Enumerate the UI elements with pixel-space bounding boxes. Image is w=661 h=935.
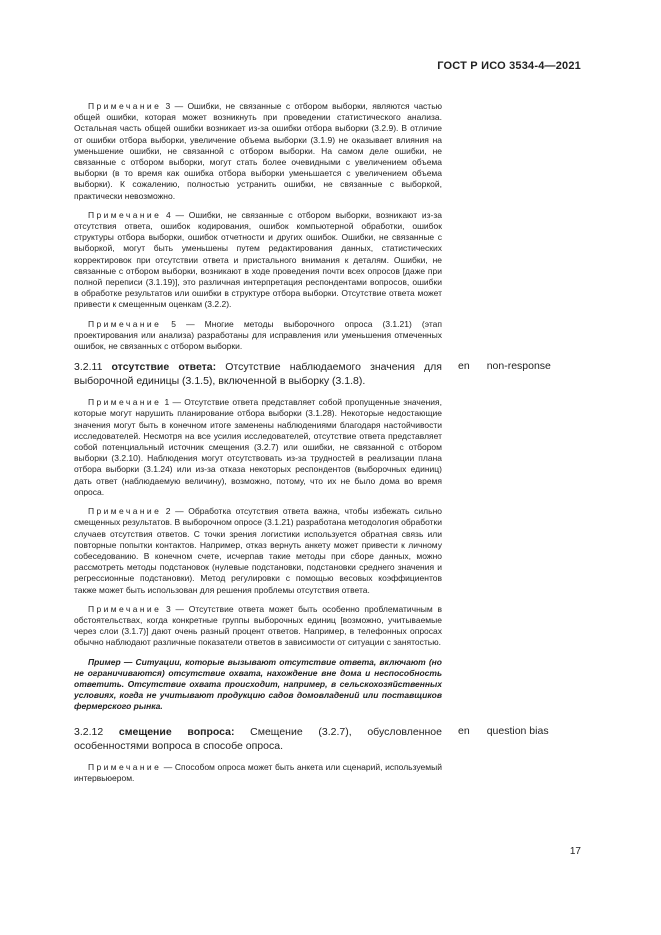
language-code: en (458, 360, 470, 373)
note-paragraph (74, 319, 442, 353)
note-paragraph (74, 762, 442, 784)
note-label: Примечание (88, 397, 162, 408)
english-term: non-response (486, 360, 551, 373)
note-label: Примечание (88, 761, 162, 772)
term-number: 3.2.12 (74, 725, 104, 738)
main-text-column (74, 101, 442, 792)
term-name: смещение вопроса: (118, 725, 235, 738)
note-text: 1 — Отсутствие ответа представляет собой пропущенные значения, которые могут нарушить планирование отбора выборки (3.1.28). Некоторые недостающие значения могут быть в конечном итоге заменены наблюдениями благодаря настойчивости исследователей. Несмотря на все усилия исследователей, отсутствие ответа представляет собой потенциальный источник смещения (3.2.7) или ошибки, не связанной с отбором выборки (3.2.10). Наблюдения могут отсутствовать из-за трудностей в реализации плана отбора выборки (3.1.24) или из-за отказа некоторых респондентов (выборочных единиц) дать ответ (наблюдаемую величину), возможно, потому, что их не было дома во время опроса. (74, 397, 442, 497)
english-term: question bias (486, 724, 549, 737)
term-name: отсутствие ответа: (111, 361, 217, 374)
term-definition-text: Отсутствие наблюдаемого значения для выборочной единицы (3.1.5), включенной в выборку (3.1.8). (74, 361, 442, 388)
note-text: 3 — Ошибки, не связанные с отбором выборки, являются частью общей ошибки, которая может возникнуть при проведении статистического анализа. Остальная часть общей ошибки возникает из-за ошибки отбора выборки (3.2.9). В отличие от ошибки отбора выборки, увеличение объема выборки (3.1.9) не оказывает влияния на уменьшение ошибки, не связанной с отбором выборки. На самом деле ошибки, не связанные с отбором выборки, могут стать более очевидными с увеличением объема выборки (в то время как ошибка отбора выборки уменьшается с увеличением объема выборки). К сожалению, полностью устранить ошибки, не связанные с выборкой, практически невозможно. (74, 101, 442, 201)
note-paragraph (74, 210, 442, 311)
note-paragraph (74, 604, 442, 649)
note-paragraph (74, 397, 442, 498)
note-label: Примечание (88, 603, 162, 614)
term-definition (74, 360, 442, 388)
note-paragraph (74, 101, 442, 202)
note-label: Примечание (88, 318, 162, 329)
term-definition-text: Смещение (3.2.7), обусловленное особенностями вопроса в способе опроса. (74, 725, 442, 752)
note-text: 5 — Многие методы выборочного опроса (3.1.21) (этап проектирования или анализа) разработаны для исправления или уменьшения отмеченных ошибок, не связанных с отбором выборки. (74, 318, 442, 352)
document-header: ГОСТ Р ИСО 3534-4—2021 (437, 60, 581, 72)
language-code: en (458, 724, 470, 737)
note-paragraph (74, 506, 442, 596)
note-label: Примечание (88, 209, 162, 220)
page-number: 17 (569, 846, 581, 857)
note-label: Примечание (88, 506, 162, 517)
example-paragraph: Пример — Ситуации, которые вызывают отсутствие ответа, включают (но не ограничиваются) отсутствие охвата, нахождение вне дома и неспособность ответить. Отсутствие охвата происходит, например, в сельскохозяйственных условиях, когда не учитывают продукцию садов домовладений или поставщиков фермерского рынка. (74, 656, 442, 712)
term-number: 3.2.11 (74, 361, 103, 374)
note-label: Примечание (88, 101, 162, 111)
note-text: 4 — Ошибки, не связанные с отбором выборки, возникают из-за отсутствия ответа, ошибок кодирования, ошибок компьютерной обработки, ошибок структуры отбора выборки, ошибок отчетности и других ошибок. Ошибки, не связанные с выборкой, могут быть уменьшены путем редактирования данных, статистических корректировок при отсутствии ответа и пристального внимания к деталям. Ошибки, не связанные с отбором выборки, возникают в ходе проведения почти всех опросов [даже при полной переписи (3.1.19)], это различная интерпретация респондентами вопросов, ошибки в обработке результатов или ошибки в структуре отбора выборки. Отсутствие ответа может привести к смещенным оценкам (3.2.2). (74, 209, 442, 310)
term-equivalent (458, 360, 588, 372)
note-text: — Способом опроса может быть анкета или сценарий, используемый интервьюером. (74, 761, 442, 783)
note-text: 3 — Отсутствие ответа может быть особенно проблематичным в обстоятельствах, когда конкретные группы выборочных единиц [возможно, учитываемые через слои (3.1.7)] дают очень разный процент ответов. Например, в телефонных опросах обычно наблюдают различные показатели ответов в зависимости от ситуации с занятостью. (74, 603, 442, 648)
note-text: 2 — Обработка отсутствия ответа важна, чтобы избежать сильно смещенных результатов. В выборочном опросе (3.1.21) разработана методология обработки случаев отсутствия ответов. С точки зрения логистики используется обратная связь или повторные попытки контактов. Например, отказ вернуть анкету может привести к личному собеседованию. В конечном счете, исчерпав такие методы при сборе данных, можно рассмотреть методы подстановок (нулевые подстановки, подстановки среднего значения и регрессионные подстановки). Метод регулировки с помощью весовых коэффициентов также может быть использован для решения проблемы отсутствия ответа. (74, 506, 442, 595)
term-equivalent (458, 725, 588, 737)
term-definition (74, 725, 442, 753)
